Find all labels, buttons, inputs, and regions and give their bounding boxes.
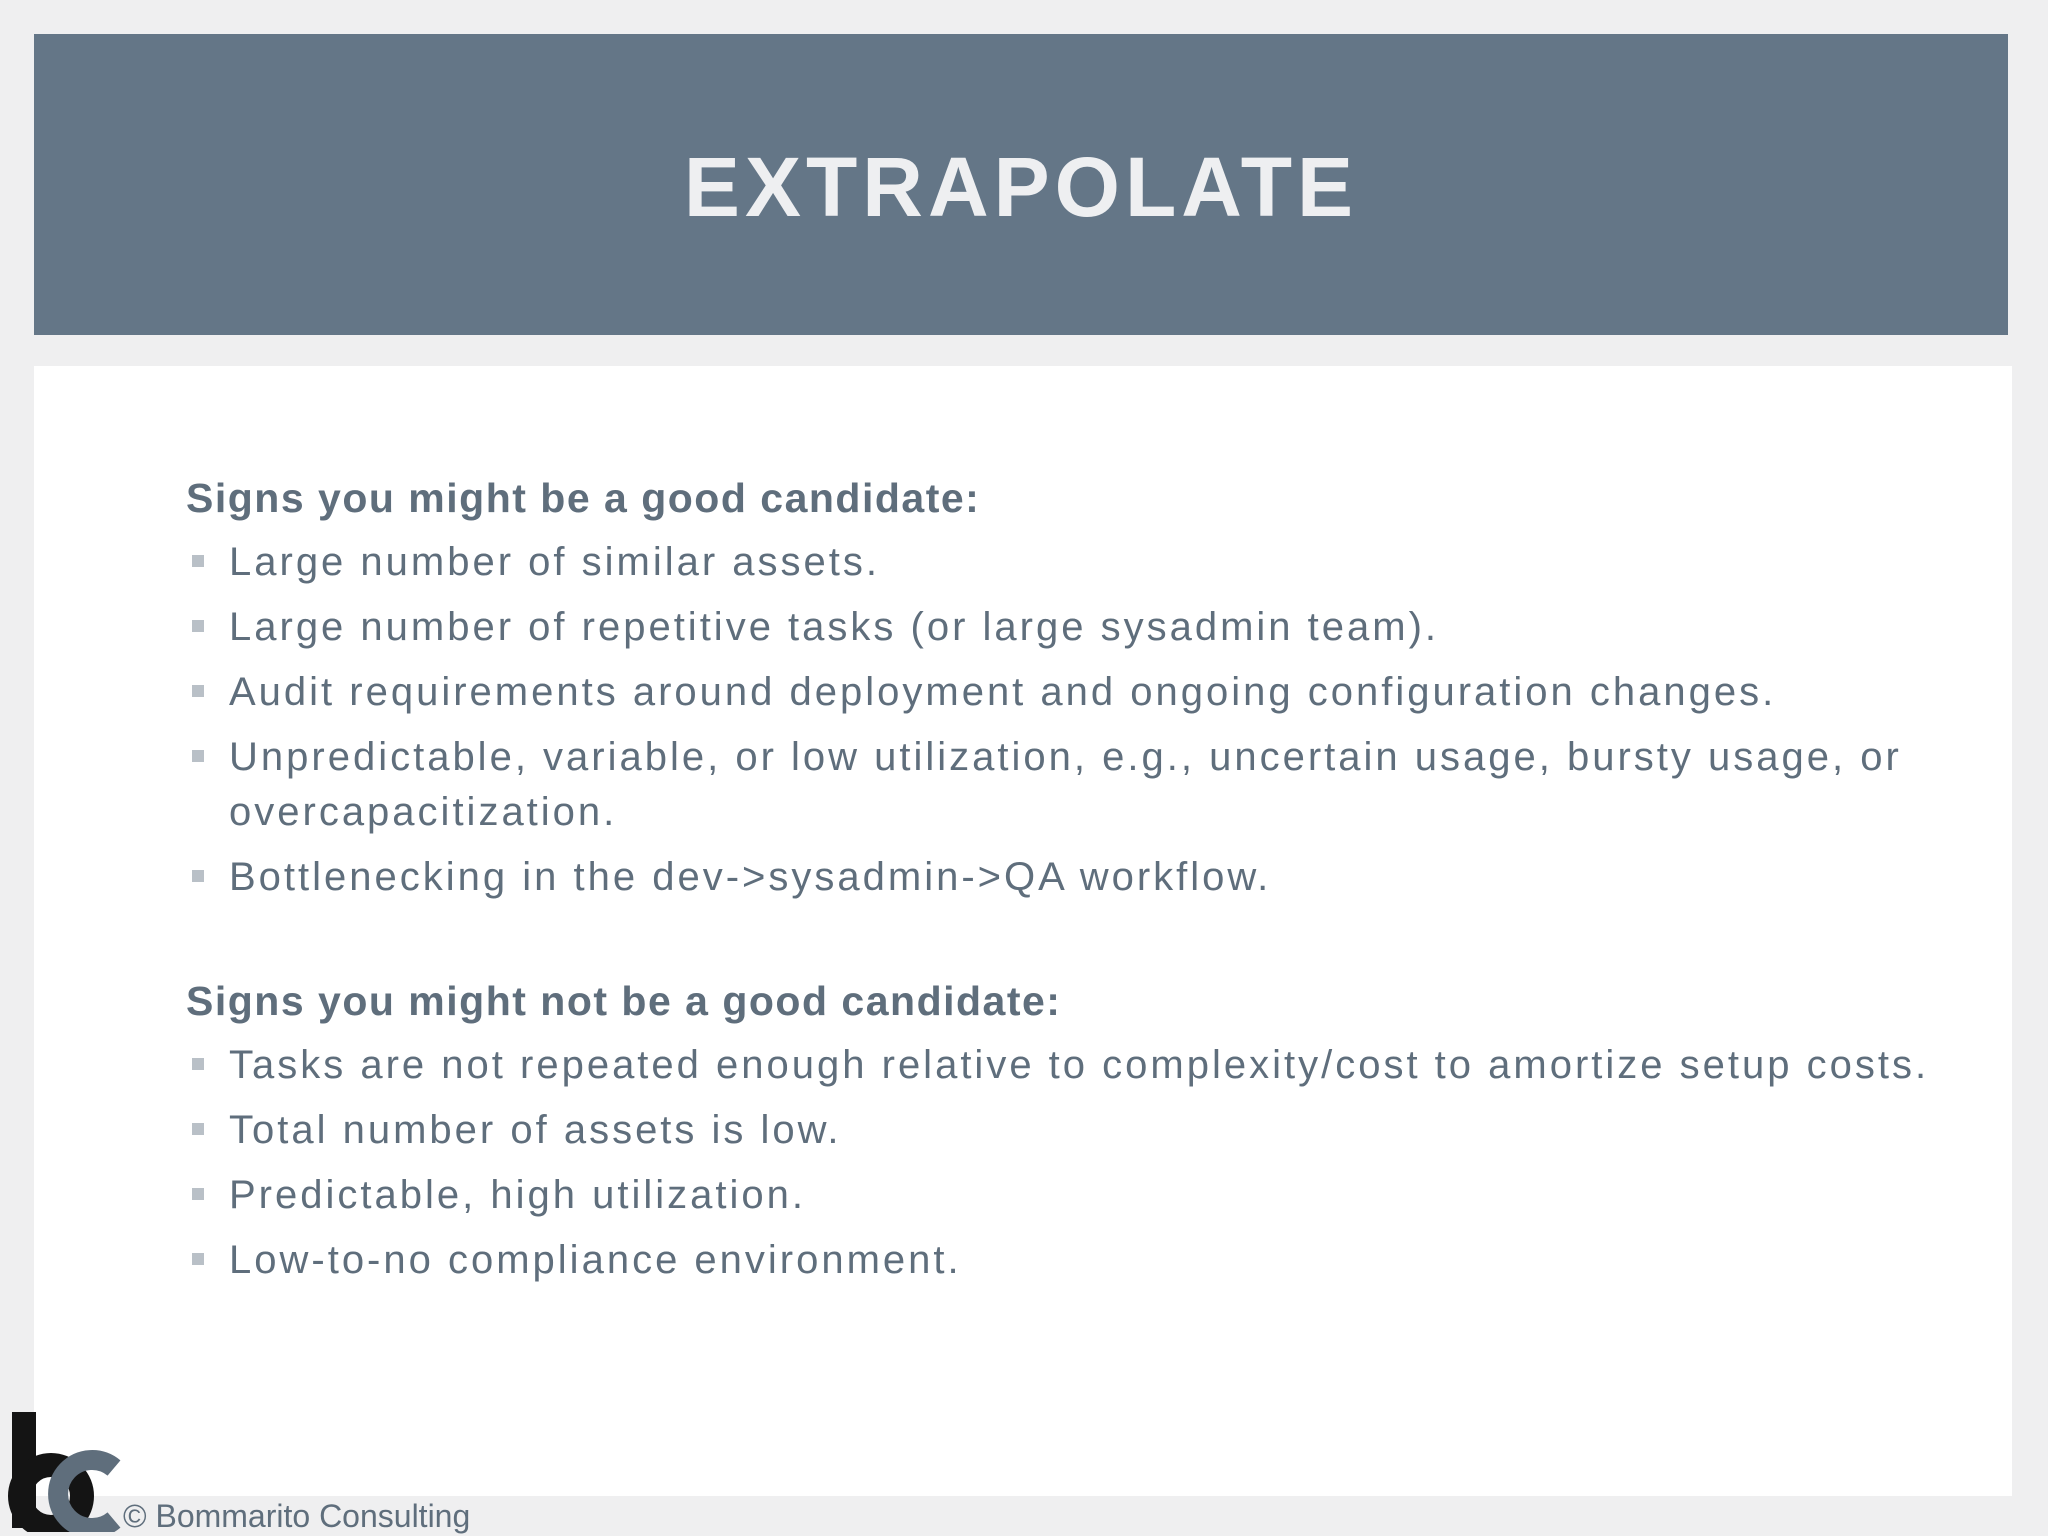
square-bullet-icon (192, 685, 204, 697)
list-item-text: Tasks are not repeated enough relative to complexity/cost to amortize setup costs. (229, 1043, 1930, 1087)
list-item (186, 1038, 1946, 1093)
title-banner (34, 34, 2008, 335)
not-good-candidate-heading: Signs you might not be a good candidate: (186, 978, 1062, 1024)
list-item-text: Unpredictable, variable, or low utilization, e.g., uncertain usage, bursty usage, or overcapacitization. (229, 735, 1902, 834)
square-bullet-icon (192, 555, 204, 567)
square-bullet-icon (192, 620, 204, 632)
list-item (186, 665, 1946, 720)
square-bullet-icon (192, 750, 204, 762)
square-bullet-icon (192, 870, 204, 882)
list-item-text: Large number of similar assets. (229, 540, 881, 584)
list-item-text: Bottlenecking in the dev->sysadmin->QA workflow. (229, 855, 1272, 899)
list-item-text: Audit requirements around deployment and ongoing configuration changes. (229, 670, 1777, 714)
square-bullet-icon (192, 1058, 204, 1070)
list-item (186, 730, 1946, 840)
list-item (186, 1168, 1946, 1223)
footer-credit: © Bommarito Consulting (123, 1498, 471, 1534)
list-item-text: Predictable, high utilization. (229, 1173, 806, 1217)
list-item-text: Total number of assets is low. (229, 1108, 842, 1152)
not-good-candidate-list (186, 1038, 1946, 1288)
section-spacer (186, 915, 1946, 973)
good-candidate-heading: Signs you might be a good candidate: (186, 475, 981, 521)
list-item (186, 535, 1946, 590)
list-item (186, 850, 1946, 905)
slide-body (186, 470, 1946, 1298)
list-item-text: Low-to-no compliance environment. (229, 1238, 962, 1282)
bommarito-consulting-logo (6, 1404, 122, 1532)
list-item (186, 1233, 1946, 1288)
square-bullet-icon (192, 1188, 204, 1200)
square-bullet-icon (192, 1253, 204, 1265)
good-candidate-list (186, 535, 1946, 905)
list-item-text: Large number of repetitive tasks (or large sysadmin team). (229, 605, 1439, 649)
list-item (186, 600, 1946, 655)
list-item (186, 1103, 1946, 1158)
square-bullet-icon (192, 1123, 204, 1135)
slide-title: EXTRAPOLATE (683, 140, 1359, 234)
